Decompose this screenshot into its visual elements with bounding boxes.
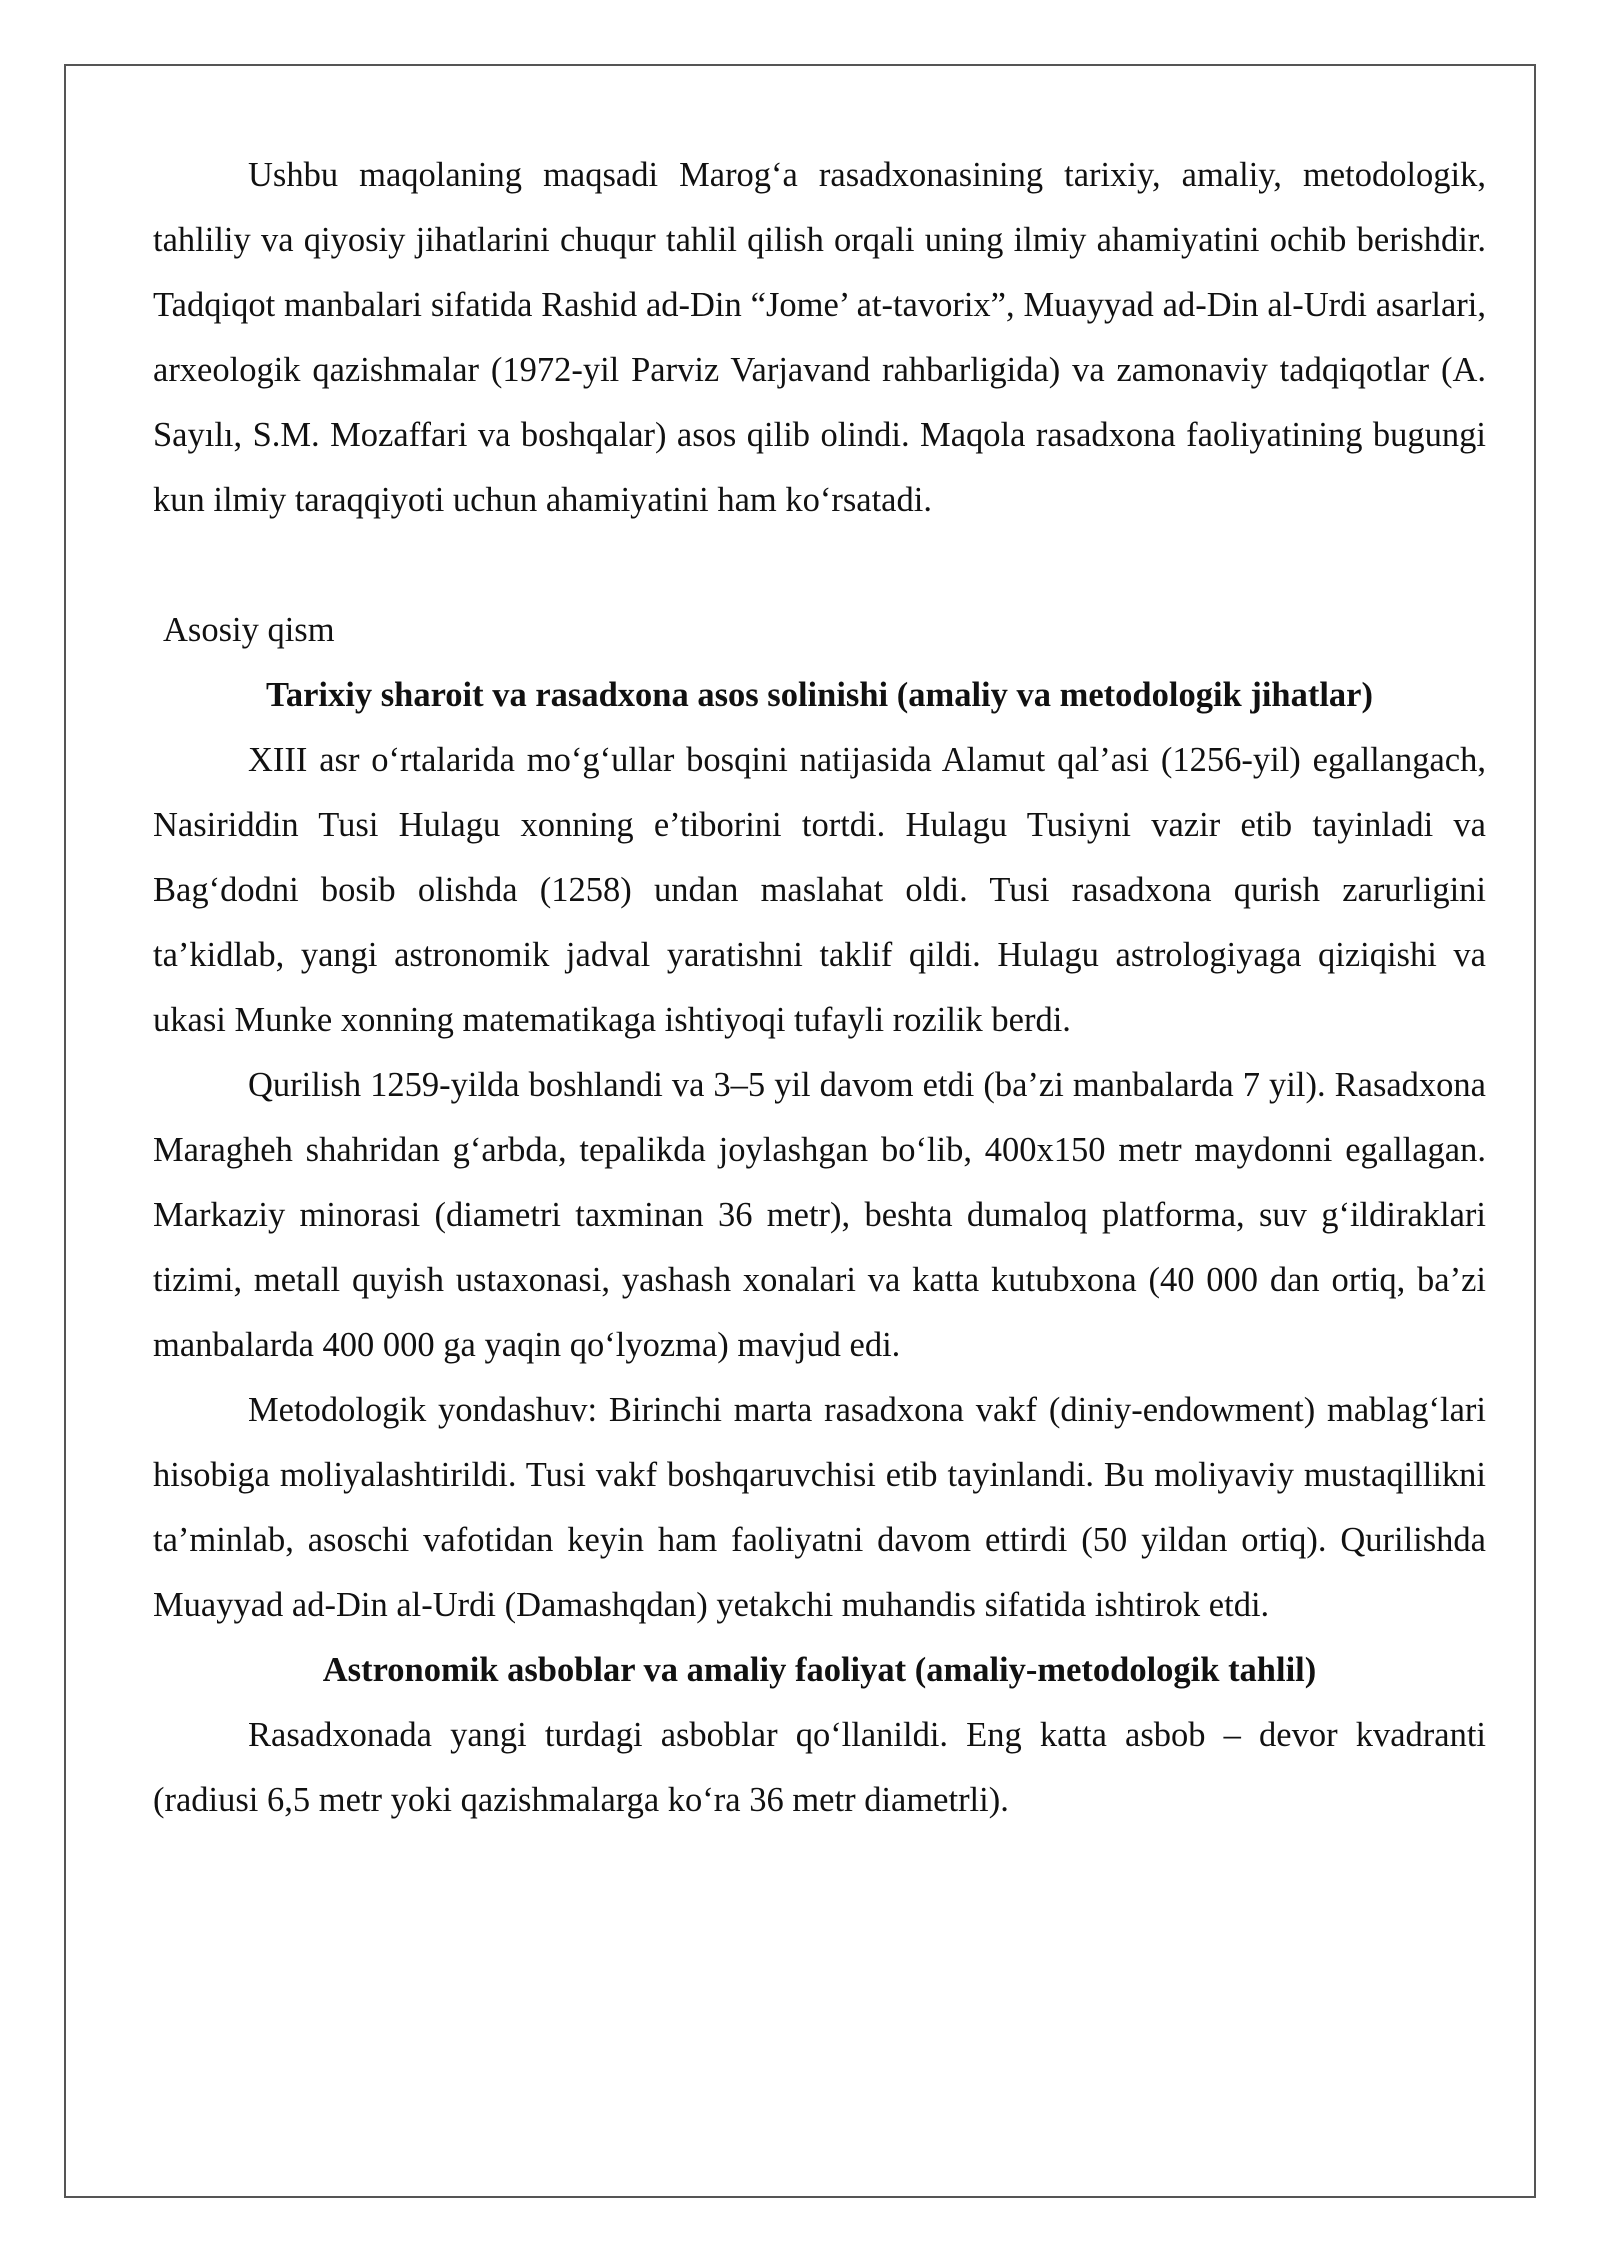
section-label: Asosiy qism: [163, 611, 335, 649]
intro-paragraph: Ushbu maqolaning maqsadi Marog‘a rasadxonasining tarixiy, amaliy, metodologik, tahliliy va qiyosiy jihatlarini chuqur tahlil qilish orqali uning ilmiy ahamiyatini ochib berishdir. Tadqiqot manbalari sifatida Rashid ad-Din “Jome’ at-tavorix”, Muayyad ad-Din al-Urdi asarlari, arxeologik qazishmalar (1972-yil Parviz Varjavand rahbarligida) va zamonaviy tadqiqotlar (A. Sayılı, S.M. Mozaffari va boshqalar) asos qilib olindi. Maqola rasadxona faoliyatining bugungi kun ilmiy taraqqiyoti uchun ahamiyatini ham ko‘rsatadi.: [153, 156, 1486, 519]
section-heading-historical: Tarixiy sharoit va rasadxona asos solinishi (amaliy va metodologik jihatlar): [266, 676, 1373, 714]
document-body: [153, 143, 1486, 1833]
blank-line: [153, 533, 1486, 598]
paragraph-methodology: Metodologik yondashuv: Birinchi marta rasadxona vakf (diniy-endowment) mablag‘lari hisobiga moliyalashtirildi. Tusi vakf boshqaruvchisi etib tayinlandi. Bu moliyaviy mustaqillikni ta’minlab, asoschi vafotidan keyin ham faoliyatni davom ettirdi (50 yildan ortiq). Qurilishda Muayyad ad-Din al-Urdi (Damashqdan) yetakchi muhandis sifatida ishtirok etdi.: [153, 1391, 1486, 1624]
paragraph-construction: Qurilish 1259-yilda boshlandi va 3–5 yil davom etdi (ba’zi manbalarda 7 yil). Rasadxona Maragheh shahridan g‘arbda, tepalikda joylashgan bo‘lib, 400x150 metr maydonni egallagan. Markaziy minorasi (diametri taxminan 36 metr), beshta dumaloq platforma, suv g‘ildiraklari tizimi, metall quyish ustaxonasi, yashash xonalari va katta kutubxona (40 000 dan ortiq, ba’zi manbalarda 400 000 ga yaqin qo‘lyozma) mavjud edi.: [153, 1066, 1486, 1364]
paragraph-mongol-invasion: XIII asr o‘rtalarida mo‘g‘ullar bosqini natijasida Alamut qal’asi (1256-yil) egallangach, Nasiriddin Tusi Hulagu xonning e’tiborini tortdi. Hulagu Tusiyni vazir etib tayinladi va Bag‘dodni bosib olishda (1258) undan maslahat oldi. Tusi rasadxona qurish zarurligini ta’kidlab, yangi astronomik jadval yaratishni taklif qildi. Hulagu astrologiyaga qiziqishi va ukasi Munke xonning matematikaga ishtiyoqi tufayli rozilik berdi.: [153, 741, 1486, 1039]
section-heading-instruments: Astronomik asboblar va amaliy faoliyat (amaliy-metodologik tahlil): [322, 1651, 1317, 1689]
paragraph-instruments: Rasadxonada yangi turdagi asboblar qo‘llanildi. Eng katta asbob – devor kvadranti (radiusi 6,5 metr yoki qazishmalarga ko‘ra 36 metr diametrli).: [153, 1716, 1486, 1819]
